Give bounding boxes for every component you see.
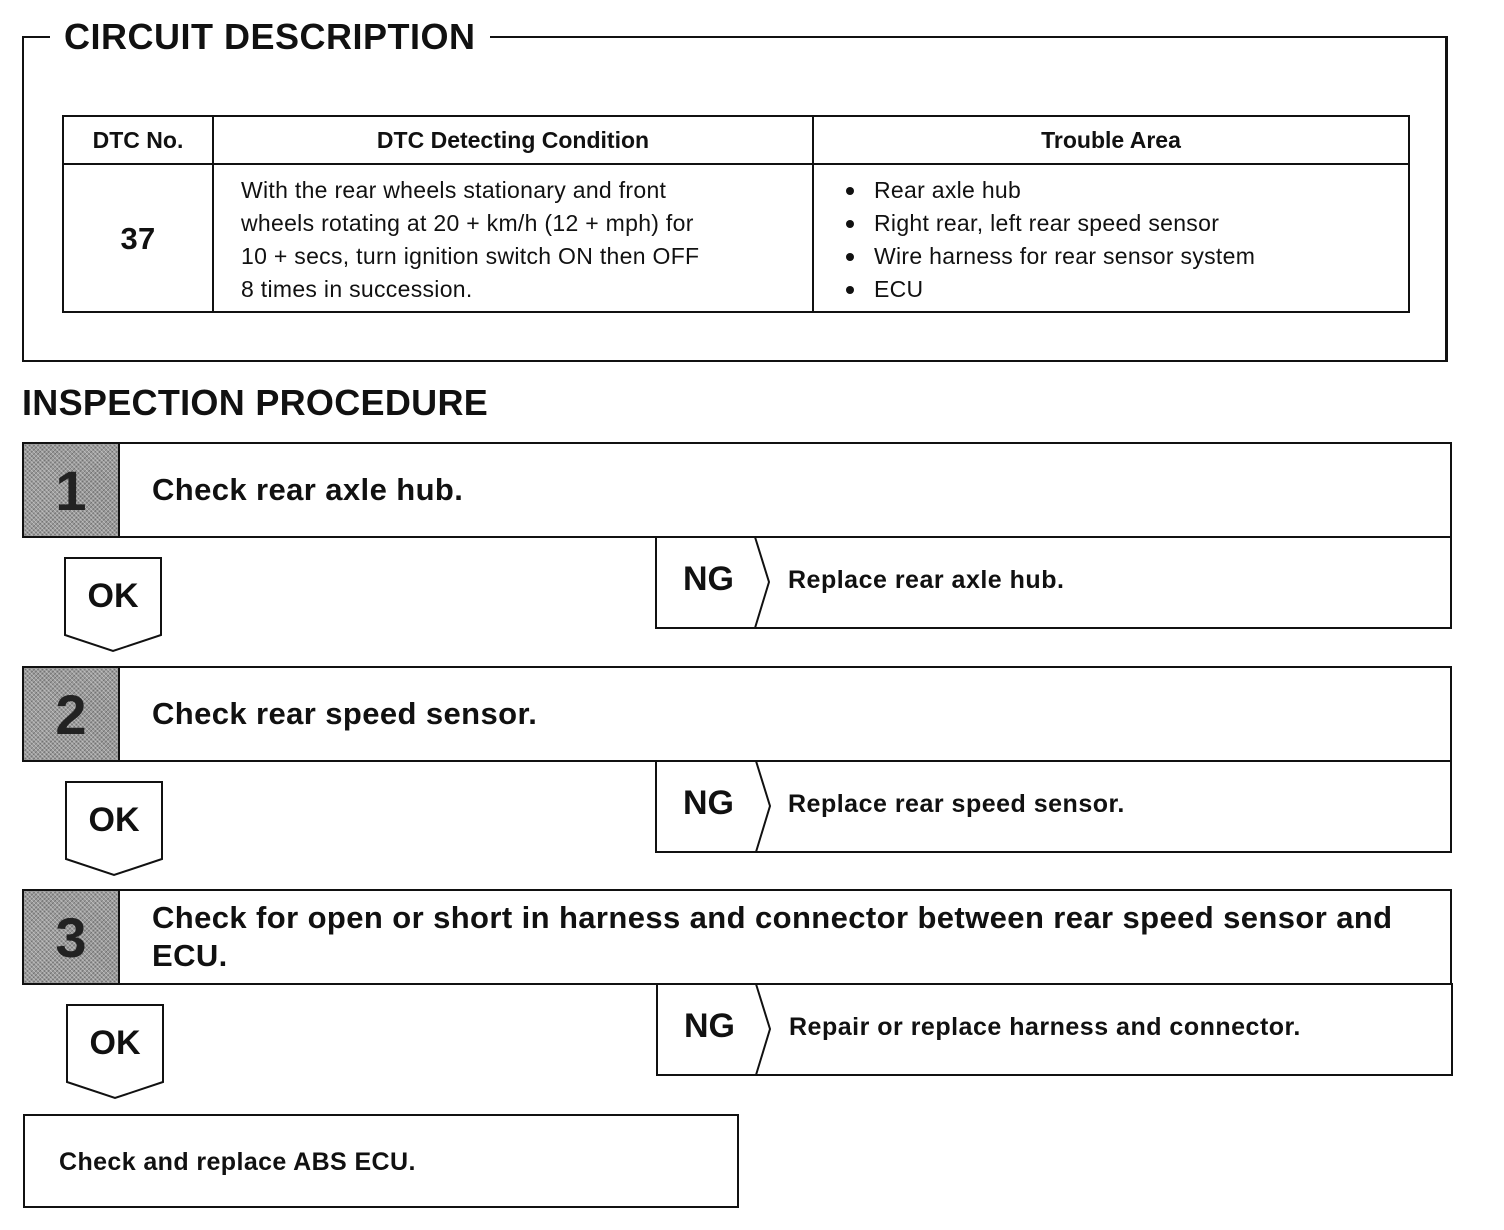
header-trouble-area: Trouble Area — [813, 116, 1409, 164]
step-3-ng-box — [656, 983, 1454, 1077]
ok-label: OK — [89, 1024, 141, 1062]
step-2-ok-arrow — [65, 781, 163, 877]
condition-line: 10 + secs, turn ignition switch ON then OFF — [241, 243, 700, 269]
step-3-number: 3 — [24, 891, 120, 983]
ok-label: OK — [87, 577, 139, 615]
step-1-box — [22, 442, 1452, 538]
header-dtc-no: DTC No. — [63, 116, 213, 164]
step-3-ok-arrow — [66, 1004, 164, 1100]
dtc-table-header-row — [63, 116, 1409, 164]
step-1-ok-arrow — [64, 557, 162, 653]
ng-label: NG — [684, 1007, 735, 1045]
condition-line: wheels rotating at 20 + km/h (12 + mph) for — [241, 210, 694, 236]
list-item: Wire harness for rear sensor system — [844, 240, 1398, 273]
dtc-number: 37 — [63, 164, 213, 312]
step-3-box — [22, 889, 1452, 985]
detecting-condition — [213, 164, 813, 312]
condition-line: With the rear wheels stationary and front — [241, 177, 667, 203]
step-2-ng-box — [655, 760, 1453, 854]
ng-action: Replace rear axle hub. — [788, 566, 1065, 594]
list-item: Right rear, left rear speed sensor — [844, 207, 1398, 240]
final-action-box — [23, 1114, 739, 1208]
dtc-table — [62, 115, 1410, 313]
list-item: ECU — [844, 273, 1398, 306]
ng-action: Replace rear speed sensor. — [788, 790, 1125, 818]
header-detecting-condition: DTC Detecting Condition — [213, 116, 813, 164]
circuit-description-title: CIRCUIT DESCRIPTION — [50, 16, 490, 58]
ng-label: NG — [683, 560, 734, 598]
inspection-procedure-title: INSPECTION PROCEDURE — [22, 382, 489, 423]
step-1-text: Check rear axle hub. — [152, 472, 464, 507]
list-item: Rear axle hub — [844, 174, 1398, 207]
final-action: Check and replace ABS ECU. — [59, 1148, 416, 1176]
trouble-area-list — [844, 174, 1398, 306]
condition-line: 8 times in succession. — [241, 276, 473, 302]
ng-label: NG — [683, 784, 734, 822]
step-2-text: Check rear speed sensor. — [152, 696, 538, 731]
trouble-area — [813, 164, 1409, 312]
step-3-text: Check for open or short in harness and connector between rear speed sensor and ECU. — [152, 900, 1393, 973]
step-2-number: 2 — [24, 668, 120, 760]
step-2-box — [22, 666, 1452, 762]
step-1-ng-box — [655, 536, 1453, 630]
step-1-number: 1 — [24, 444, 120, 536]
table-row — [63, 164, 1409, 312]
ng-action: Repair or replace harness and connector. — [789, 1013, 1301, 1041]
ok-label: OK — [88, 801, 140, 839]
